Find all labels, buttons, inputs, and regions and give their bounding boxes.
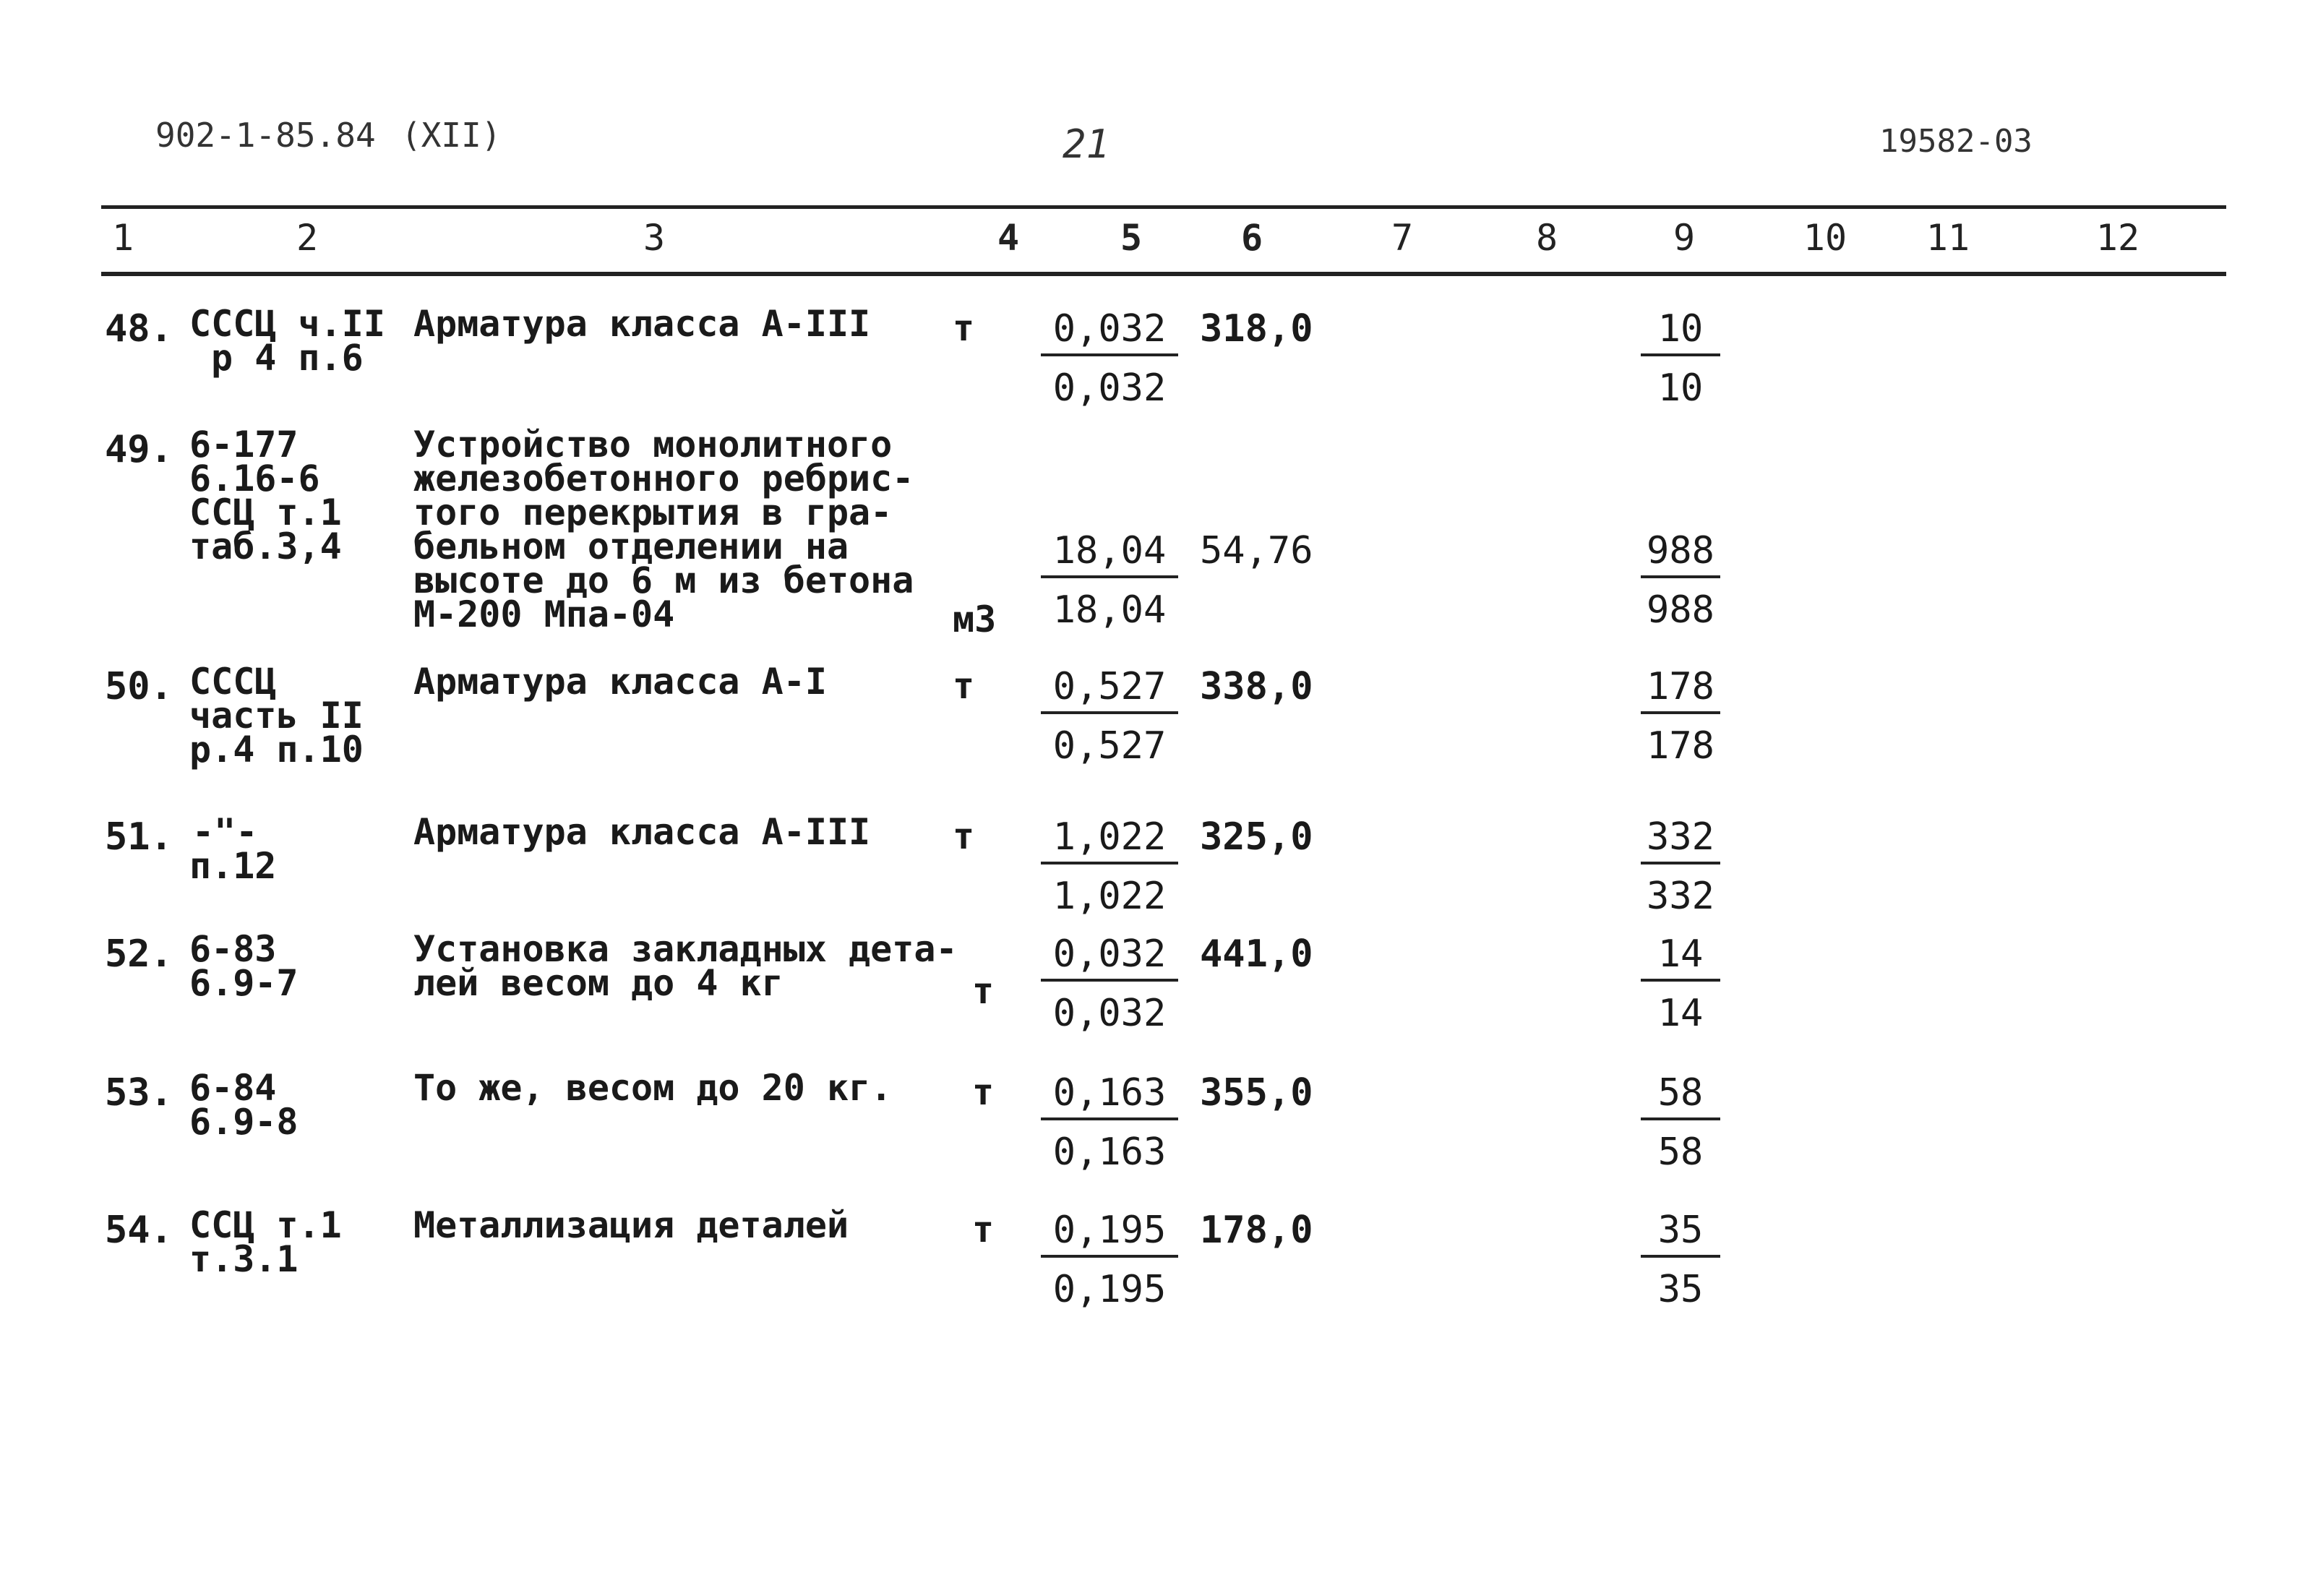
norm-code: 6-83 6.9-7 <box>189 928 299 1004</box>
quantity: $\frac{0,195}{0,195}$ <box>1041 1209 1178 1311</box>
column-number: 2 <box>296 217 319 259</box>
unit: м3 <box>953 598 997 640</box>
norm-code: -"- п.12 <box>189 811 277 887</box>
column-number: 6 <box>1240 217 1263 259</box>
unit-price: 325,0 <box>1200 815 1313 859</box>
unit-price: 178,0 <box>1200 1209 1313 1252</box>
norm-code: 6-177 6.16-6 ССЦ т.1 таб.3,4 <box>189 424 342 567</box>
quantity: $\frac{0,527}{0,527}$ <box>1041 665 1178 768</box>
total-cost: $\frac{10}{10}$ <box>1641 307 1720 410</box>
column-number: 10 <box>1803 217 1847 259</box>
document-code: 902-1-85.84 <box>155 116 376 155</box>
total-cost: $\frac{35}{35}$ <box>1641 1209 1720 1311</box>
work-description: Металлизация деталей <box>413 1204 849 1246</box>
quantity: $\frac{0,032}{0,032}$ <box>1041 932 1178 1035</box>
total-cost: $\frac{988}{988}$ <box>1641 529 1720 632</box>
unit: т <box>972 970 995 1012</box>
row-number: 49. <box>105 428 173 471</box>
table-top-rule <box>101 205 2226 209</box>
unit-price: 355,0 <box>1200 1071 1313 1115</box>
norm-code: 6-84 6.9-8 <box>189 1067 299 1143</box>
column-number: 7 <box>1391 217 1414 259</box>
work-description: Арматура класса А-I <box>413 661 827 703</box>
work-description: Арматура класса А-III <box>413 303 871 345</box>
column-number: 3 <box>643 217 666 259</box>
unit-price: 318,0 <box>1200 307 1313 351</box>
row-number: 51. <box>105 815 173 859</box>
unit-price: 441,0 <box>1200 932 1313 976</box>
row-number: 52. <box>105 932 173 976</box>
unit: т <box>972 1071 995 1113</box>
work-description: Установка закладных дета- лей весом до 4 кг <box>413 928 958 1004</box>
unit: т <box>953 815 975 857</box>
table-header-rule <box>101 272 2226 276</box>
row-number: 54. <box>105 1209 173 1252</box>
row-number: 48. <box>105 307 173 351</box>
column-number: 4 <box>997 217 1020 259</box>
quantity: $\frac{0,032}{0,032}$ <box>1041 307 1178 410</box>
unit: т <box>972 1209 995 1250</box>
unit-price: 54,76 <box>1200 529 1313 572</box>
norm-code: ССЦ т.1 т.3.1 <box>189 1204 342 1280</box>
quantity: $\frac{1,022}{1,022}$ <box>1041 815 1178 918</box>
column-number: 11 <box>1926 217 1970 259</box>
column-number: 9 <box>1673 217 1696 259</box>
row-number: 53. <box>105 1071 173 1115</box>
total-cost: $\frac{332}{332}$ <box>1641 815 1720 918</box>
column-number: 12 <box>2095 217 2140 259</box>
quantity: $\frac{0,163}{0,163}$ <box>1041 1071 1178 1174</box>
unit: т <box>953 665 975 707</box>
unit: т <box>953 307 975 349</box>
column-number: 1 <box>111 217 134 259</box>
work-description: Арматура класса А-III <box>413 811 871 853</box>
norm-code: СССЦ часть II р.4 п.10 <box>189 661 364 771</box>
unit-price: 338,0 <box>1200 665 1313 708</box>
column-number: 5 <box>1120 217 1143 259</box>
total-cost: $\frac{14}{14}$ <box>1641 932 1720 1035</box>
column-number: 8 <box>1535 217 1558 259</box>
row-number: 50. <box>105 665 173 708</box>
album-number: (XII) <box>401 116 502 155</box>
norm-code: СССЦ ч.II р 4 п.6 <box>189 303 385 379</box>
total-cost: $\frac{178}{178}$ <box>1641 665 1720 768</box>
page-number: 21 <box>1063 121 1110 167</box>
work-description: То же, весом до 20 кг. <box>413 1067 893 1109</box>
total-cost: $\frac{58}{58}$ <box>1641 1071 1720 1174</box>
archive-number: 19582-03 <box>1879 123 2033 160</box>
work-description: Устройство монолитного железобетонного ребрис- того перекрытия в гра- бельном отделении на высоте до 6 м из бетона М-200 Мпа-04 <box>413 424 914 635</box>
quantity: $\frac{18,04}{18,04}$ <box>1041 529 1178 632</box>
